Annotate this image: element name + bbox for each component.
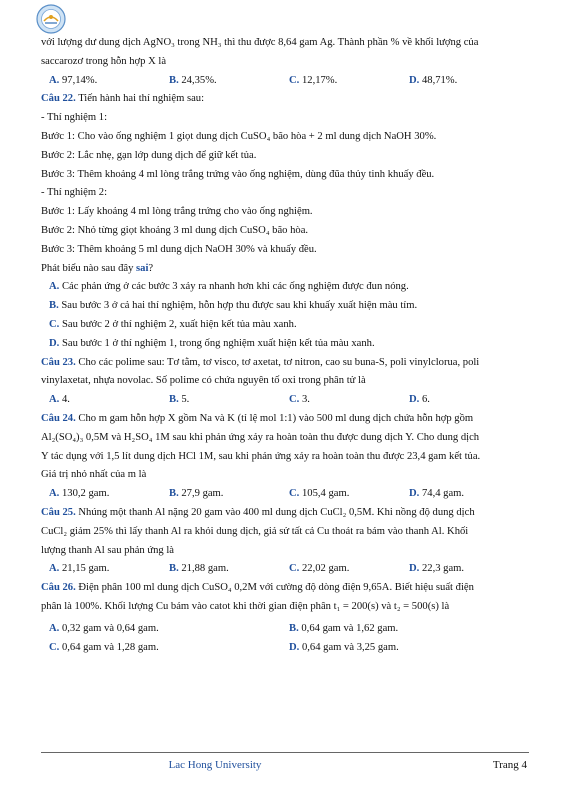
answer-option (41, 338, 531, 357)
option-letter: C. (289, 394, 300, 406)
text-line: Bước 1: Lấy khoảng 4 ml lòng trắng trứng cho vào ống nghiệm. (41, 206, 313, 218)
option-text: 0,64 gam và 1,28 gam. (61, 641, 159, 653)
text-line: - Thí nghiệm 2: (41, 187, 108, 199)
question-number: Câu 22. (41, 93, 76, 105)
option-letter: D. (409, 74, 420, 86)
option-letter: D. (49, 337, 60, 349)
answer-options-row (41, 623, 531, 642)
option-text: 24,35%. (181, 74, 217, 86)
option-letter: B. (289, 622, 299, 634)
option-text: 22,3 gam. (421, 563, 465, 575)
text-line: Bước 2: Nhỏ từng giọt khoảng 3 ml dung dịch CuSO₄ bão hòa. (41, 224, 309, 236)
option-letter: B. (169, 394, 179, 406)
answer-option (289, 642, 529, 661)
option-letter: C. (289, 488, 300, 500)
option-text: 27,9 gam. (181, 488, 224, 500)
answer-option (49, 488, 169, 507)
option-letter: B. (49, 300, 59, 312)
text-line: Al₂(SO₄)₃ 0,5M và H₂SO₄ 1M sau khi phản ứng xảy ra hoàn toàn thu được dung dịch Y. Cho dung dịch (41, 431, 480, 443)
text-line: vinylaxetat, nhựa novolac. Số polime có chứa nguyên tố oxi trong phân tử là (41, 375, 366, 387)
option-text: 0,64 gam và 3,25 gam. (301, 641, 399, 653)
text-line: Y tác dụng với 1,5 lít dung dịch HCl 1M, sau khi phản ứng xảy ra hoàn toàn thu được 23,4 gam kết tủa. (41, 450, 481, 462)
option-text: 22,02 gam. (301, 563, 350, 575)
question-line (41, 413, 531, 432)
question-line (41, 507, 531, 526)
option-letter: A. (49, 563, 60, 575)
prompt-line (41, 263, 531, 282)
option-text: 21,88 gam. (181, 563, 229, 575)
answer-options-row (41, 75, 531, 94)
question-number: Câu 24. (41, 412, 76, 424)
text-line: với lượng dư dung dịch AgNO₃ trong NH₃ thì thu được 8,64 gam Ag. Thành phần % về khối lượng của (41, 37, 479, 48)
answer-options-row (41, 642, 531, 661)
option-text: 6. (421, 394, 430, 406)
text-line: CuCl₂ giảm 25% thì lấy thanh Al ra khỏi dung dịch, giả sử tất cả Cu thoát ra bám vào thanh Al. Khối (41, 525, 469, 537)
option-text: Sau bước 3 ở cả hai thí nghiệm, hỗn hợp thu được sau khi khuấy xuất hiện màu tím. (61, 300, 418, 312)
question-number: Câu 23. (41, 356, 76, 368)
document-body (41, 37, 531, 661)
answer-option (289, 488, 409, 507)
option-text: 130,2 gam. (61, 488, 110, 500)
option-text: 5. (181, 394, 190, 406)
option-text: 105,4 gam. (301, 488, 350, 500)
answer-options-row (41, 488, 531, 507)
option-letter: D. (289, 641, 300, 653)
question-text: Điện phân 100 ml dung dịch CuSO₄ 0,2M với cường độ dòng điện 9,65A. Biết hiệu suất điện (75, 582, 474, 594)
answer-option (49, 394, 169, 413)
answer-option (169, 394, 289, 413)
answer-option (169, 488, 289, 507)
option-text: 21,15 gam. (61, 563, 110, 575)
option-letter: B. (169, 563, 179, 575)
question-line (41, 582, 531, 601)
footer-page-number: Trang 4 (492, 759, 527, 771)
option-letter: C. (49, 318, 60, 330)
option-text: 74,4 gam. (421, 488, 465, 500)
answer-option (289, 563, 409, 582)
option-text: Sau bước 2 ở thí nghiệm 2, xuất hiện kết tủa màu xanh. (61, 318, 297, 330)
answer-option (49, 642, 289, 661)
answer-option (409, 75, 529, 94)
option-text: 0,32 gam và 0,64 gam. (61, 622, 159, 634)
option-letter: A. (49, 281, 60, 293)
option-text: 12,17%. (301, 74, 338, 86)
answer-option (289, 394, 409, 413)
option-text: 0,64 gam và 1,62 gam. (301, 622, 399, 634)
question-line (41, 357, 531, 376)
question-text: Nhúng một thanh Al nặng 20 gam vào 400 ml dung dịch CuCl₂ 0,5M. Khi nồng độ dung dịch (75, 506, 475, 518)
answer-option (41, 319, 531, 338)
answer-option (169, 563, 289, 582)
option-letter: A. (49, 622, 60, 634)
option-text: 48,71%. (421, 74, 458, 86)
option-text: Sau bước 1 ở thí nghiệm 1, trong ống nghiệm xuất hiện kết tủa màu xanh. (61, 337, 375, 349)
question-text: Tiến hành hai thí nghiệm sau: (75, 93, 205, 105)
answer-option (49, 563, 169, 582)
text-line: Bước 3: Thêm khoảng 4 ml lòng trắng trứng vào ống nghiệm, dùng đũa thủy tinh khuấy đều. (41, 168, 435, 180)
answer-option (41, 281, 531, 300)
option-letter: A. (49, 394, 60, 406)
footer-university: Lac Hong University (168, 759, 262, 771)
negation-keyword: sai (136, 262, 149, 274)
option-letter: D. (409, 488, 420, 500)
answer-option (289, 75, 409, 94)
option-letter: C. (49, 641, 60, 653)
answer-options-row (41, 563, 531, 582)
text-line: Bước 1: Cho vào ống nghiệm 1 giọt dung dịch CuSO₄ bão hòa + 2 ml dung dịch NaOH 30%. (41, 130, 437, 142)
question-number: Câu 26. (41, 582, 76, 594)
university-logo-icon (36, 4, 66, 34)
prompt-text: Phát biểu nào sau đây (41, 262, 137, 274)
answer-option (409, 563, 529, 582)
option-letter: C. (289, 563, 300, 575)
question-text: Cho các polime sau: Tơ tằm, tơ visco, tơ axetat, tơ nitron, cao su buna-S, poli vinylclorua, poli (75, 356, 480, 368)
option-letter: B. (169, 488, 179, 500)
text-line: lượng thanh Al sau phản ứng là (41, 544, 175, 556)
text-line: phân là 100%. Khối lượng Cu bám vào catot khi thời gian điện phân t₁ = 200(s) và t₂ = 500(s) là (41, 600, 450, 612)
option-text: 97,14%. (61, 74, 98, 86)
answer-options-row (41, 394, 531, 413)
question-text: Cho m gam hỗn hợp X gồm Na và K (tỉ lệ mol 1:1) vào 500 ml dung dịch chứa hỗn hợp gồm (75, 412, 474, 424)
text-line: Bước 2: Lắc nhẹ, gạn lớp dung dịch để giữ kết tủa. (41, 149, 257, 161)
answer-option (289, 623, 529, 642)
answer-option (41, 300, 531, 319)
answer-option (49, 623, 289, 642)
option-text: Các phản ứng ở các bước 3 xảy ra nhanh hơn khi các ống nghiệm được đun nóng. (61, 281, 409, 293)
option-letter: B. (169, 74, 179, 86)
text-line: Giá trị nhỏ nhất của m là (41, 469, 147, 481)
option-text: 4. (61, 394, 70, 406)
option-letter: A. (49, 488, 60, 500)
option-letter: C. (289, 74, 300, 86)
text-line: - Thí nghiệm 1: (41, 112, 108, 124)
answer-option (409, 394, 529, 413)
option-text: 3. (301, 394, 310, 406)
question-number: Câu 25. (41, 506, 76, 518)
question-line (41, 93, 531, 112)
option-letter: A. (49, 74, 60, 86)
text-line: Bước 3: Thêm khoảng 5 ml dung dịch NaOH 30% và khuấy đều. (41, 243, 317, 255)
option-letter: D. (409, 394, 420, 406)
prompt-end: ? (148, 262, 154, 274)
option-letter: D. (409, 563, 420, 575)
text-line: saccarozơ trong hỗn hợp X là (41, 55, 167, 67)
footer-divider (41, 752, 529, 753)
answer-option (409, 488, 529, 507)
answer-option (49, 75, 169, 94)
answer-option (169, 75, 289, 94)
